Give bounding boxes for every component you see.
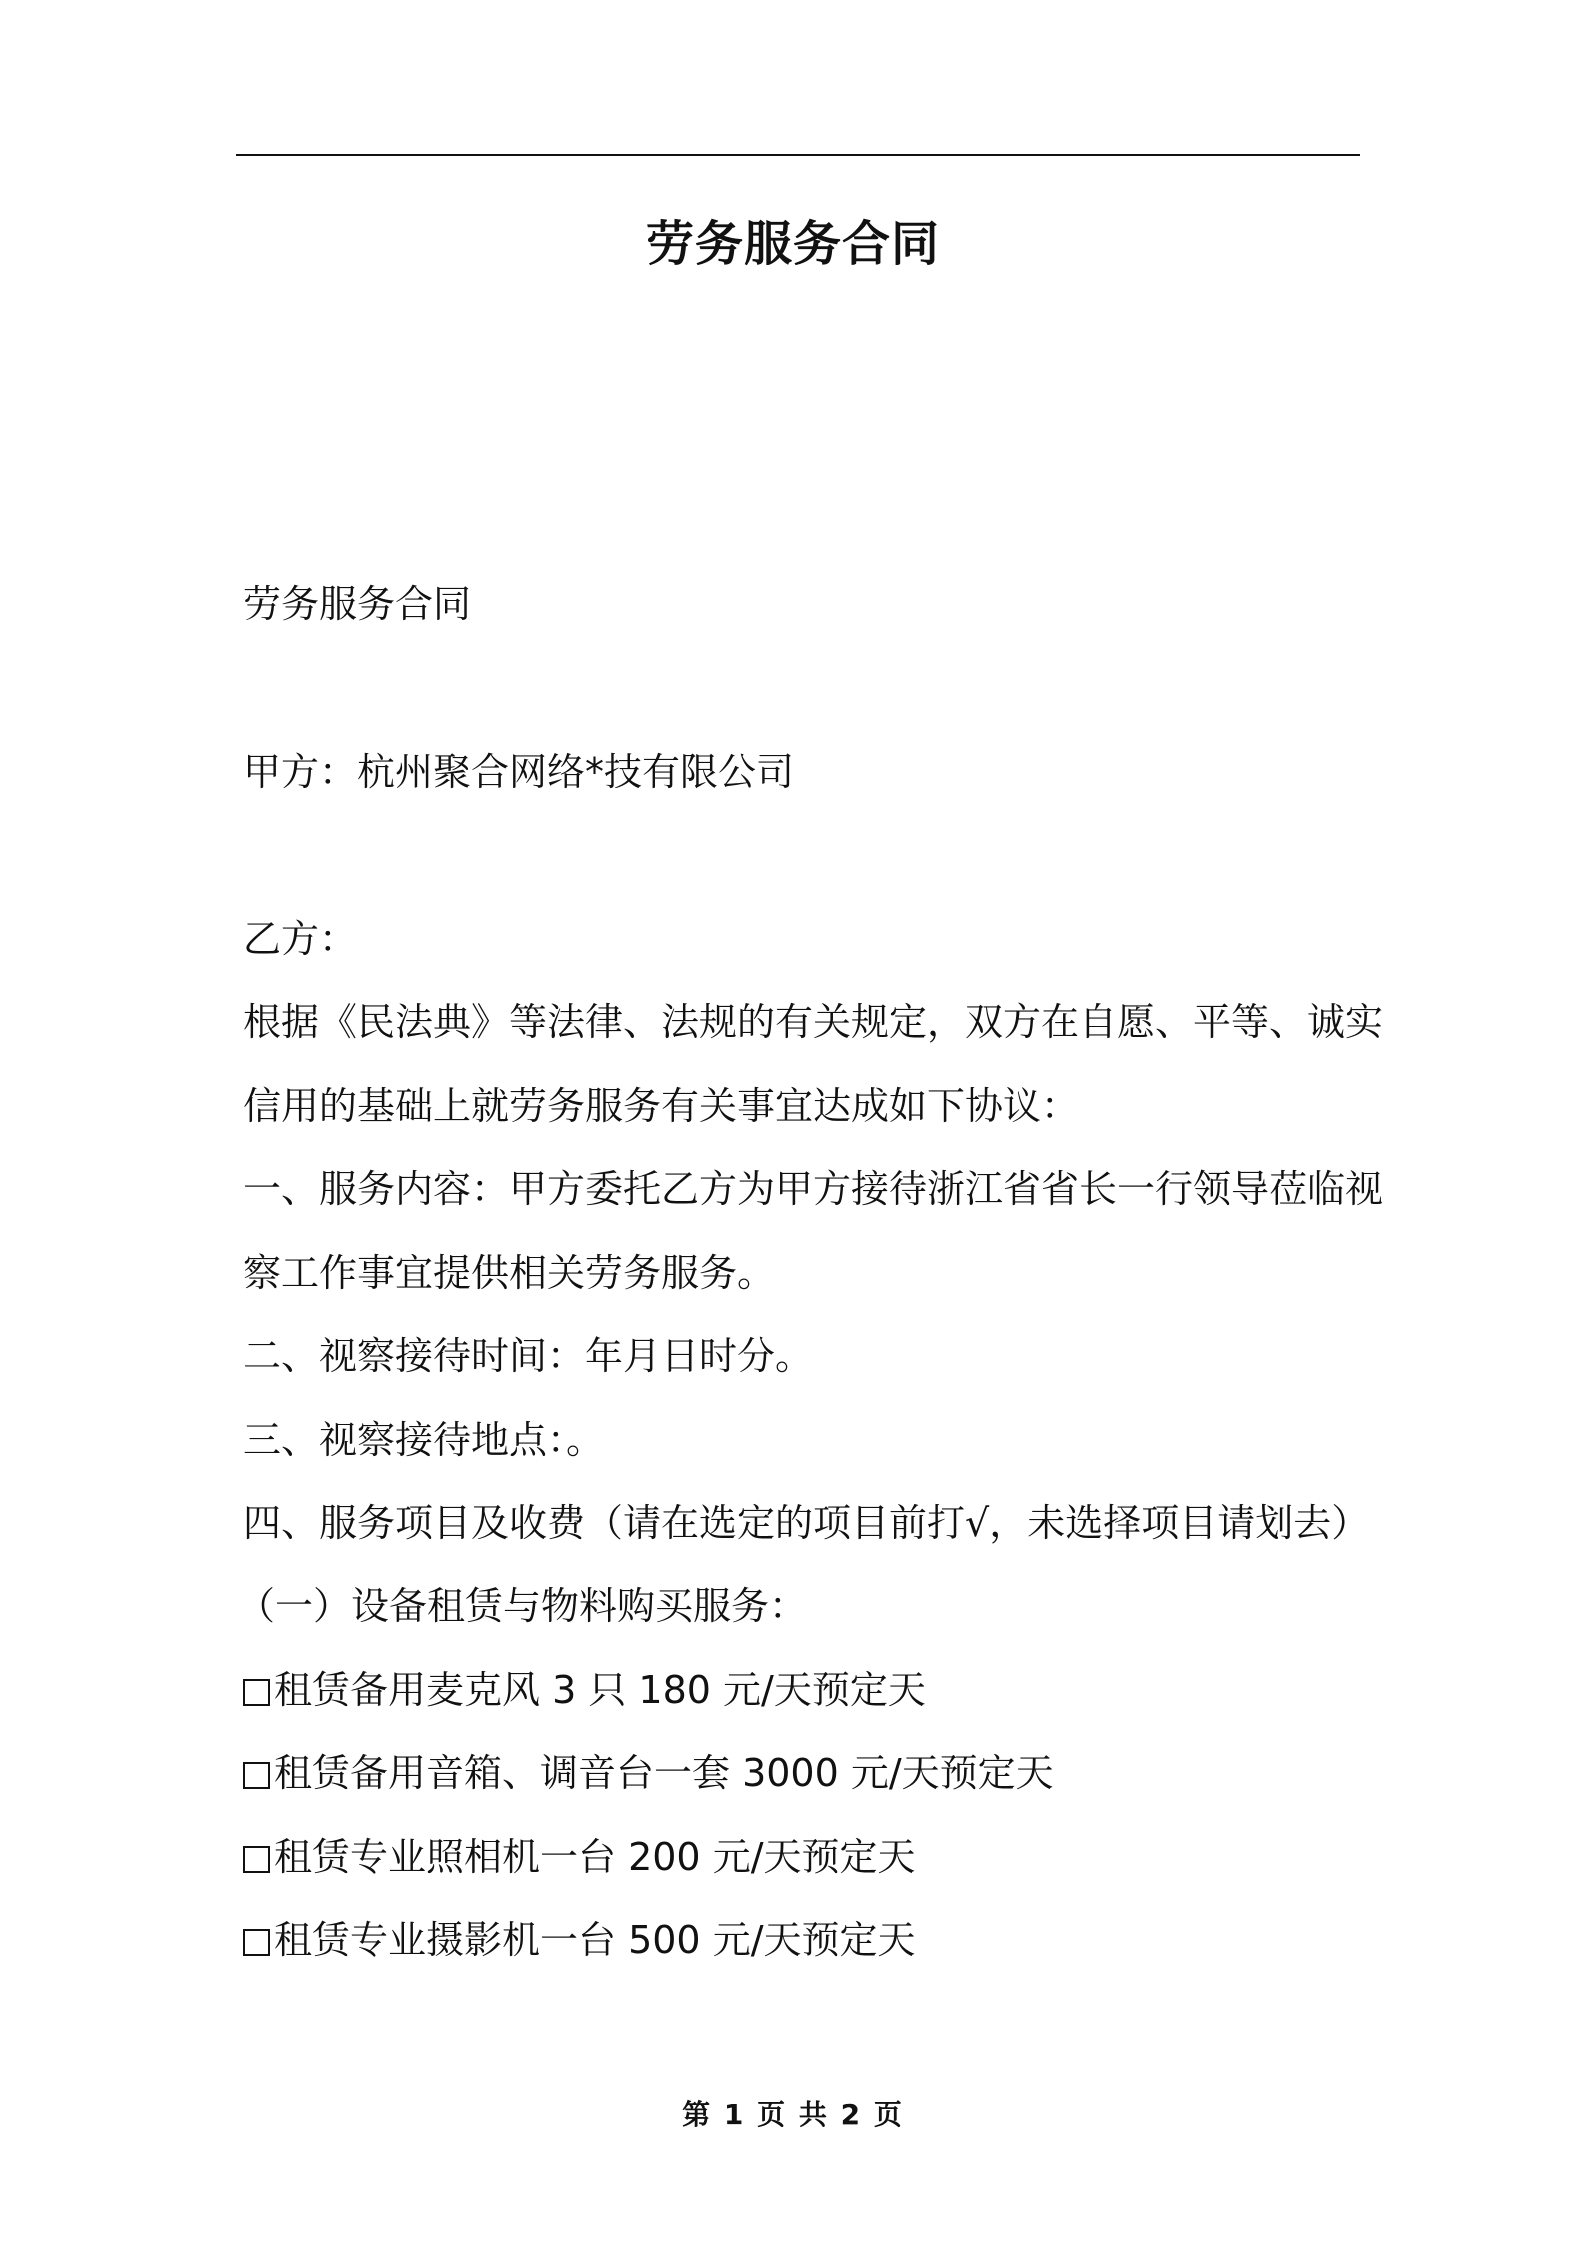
checkbox-item[interactable] [243,1664,926,1716]
clause-3: 三、视察接待地点：。 [243,1418,605,1462]
checkbox-icon[interactable] [243,1762,270,1789]
party-b: 乙方： [243,917,358,961]
checkbox-icon[interactable] [243,1846,270,1873]
checkbox-item[interactable] [243,1831,916,1883]
preamble-line-2: 信用的基础上就劳务服务有关事宜达成如下协议： [243,1084,1080,1128]
clause-2: 二、视察接待时间：年月日时分。 [243,1334,814,1378]
header-rule [236,154,1360,156]
checkbox-item[interactable] [243,1747,1054,1799]
page-footer: 第 1 页 共 2 页 [682,2098,904,2131]
document-title: 劳务服务合同 [645,216,940,272]
checkbox-icon[interactable] [243,1679,270,1706]
clause-1-line-1: 一、服务内容：甲方委托乙方为甲方接待浙江省省长一行领导莅临视 [243,1167,1384,1211]
party-a: 甲方：杭州聚合网络*技有限公司 [243,750,795,794]
clause-1-line-2: 察工作事宜提供相关劳务服务。 [243,1251,776,1295]
preamble-line-1: 根据《民法典》等法律、法规的有关规定，双方在自愿、平等、诚实 [243,1000,1384,1044]
checkbox-item-label: 租赁备用音箱、调音台一套 3000 元/天预定天 [274,1751,1054,1795]
section-1-heading: （一）设备租赁与物料购买服务： [237,1584,808,1628]
checkbox-item-label: 租赁备用麦克风 3 只 180 元/天预定天 [274,1668,926,1712]
checkbox-item-label: 租赁专业照相机一台 200 元/天预定天 [274,1835,916,1879]
checkbox-item[interactable] [243,1914,916,1966]
clause-4: 四、服务项目及收费（请在选定的项目前打√，未选择项目请划去） [243,1501,1370,1545]
checkbox-icon[interactable] [243,1929,270,1956]
checkbox-item-label: 租赁专业摄影机一台 500 元/天预定天 [274,1918,916,1962]
document-subtitle: 劳务服务合同 [243,582,472,626]
